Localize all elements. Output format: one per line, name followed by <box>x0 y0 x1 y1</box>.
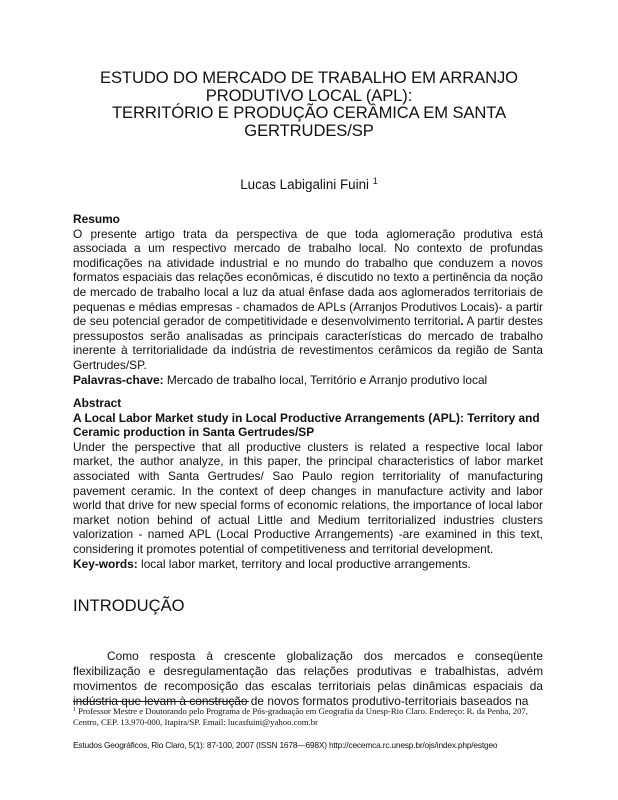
title-line-2: PRODUTIVO LOCAL (APL): <box>205 85 413 105</box>
author-line <box>60 173 558 193</box>
resumo-body-bold-dot: . <box>460 314 464 329</box>
footnote-mark: 1 <box>73 707 76 713</box>
footnote <box>73 705 551 727</box>
resumo-keywords <box>73 373 543 388</box>
author-name: Lucas Labigalini Fuini <box>240 177 370 192</box>
resumo-section <box>73 212 543 387</box>
title-line-1: ESTUDO DO MERCADO DE TRABALHO EM ARRANJO <box>100 68 518 87</box>
resumo-body <box>73 227 543 373</box>
resumo-body-part-2: A partir destes pressupostos serão analisadas as principais características do mercado de trabalho inerente à territorialidade da indústria de revestimentos cerâmicos da região de Santa Gertrudes/SP. <box>73 314 543 372</box>
resumo-body-part-1: O presente artigo trata da perspectiva de que toda aglomeração produtiva está associada a um respectivo mercado de trabalho local. No contexto de profundas modificações na atividade industrial e no mundo do trabalho que conduzem a novos formatos espaciais das relações econômicas, é discutido no texto a pertinência da noção de mercado de trabalho local a luz da atual ênfase dada aos aglomerados territoriais de pequenas e médias empresas - chamados de APLs (Arranjos Produtivos Locais)- a partir de seu potencial gerador de competitividade e desenvolvimento territorial <box>73 226 543 329</box>
abstract-keywords <box>73 557 543 572</box>
abstract-section <box>73 396 543 571</box>
introducao-heading: INTRODUÇÃO <box>73 596 185 615</box>
title-line-3: TERRITÓRIO E PRODUÇÃO CERÂMICA EM SANTA <box>111 103 507 122</box>
resumo-heading: Resumo <box>73 212 120 226</box>
footnote-divider <box>73 701 249 702</box>
abstract-heading: Abstract <box>73 396 122 410</box>
abstract-title: A Local Labor Market study in Local Productive Arrangements (APL): Territory and Ceramic production in Santa Gertrudes/SP <box>73 410 540 440</box>
keywords-label: Palavras-chave: <box>73 372 164 387</box>
footnote-text: Professor Mestre e Doutorando pelo Programa de Pós-graduação em Geografia da Unesp-Rio Claro. Endereço: R. da Penha, 207, Centro, CEP. 13.970-000, Itapira/SP. Email: lucasfuini@yahoo.com.br <box>73 706 528 727</box>
journal-citation-footer: Estudos Geográficos, Rio Claro, 5(1): 87-100, 2007 (ISSN 1678—698X) http://cecemca.rc.unesp.br/ojs/index.php/estgeo <box>73 740 498 750</box>
abstract-body: Under the perspective that all productive clusters is related a respective local labor market, the author analyze, in this paper, the principal characteristics of labor market associated with Santa Gertrudes/ Sao Paulo region territoriality of manufacturing pavement ceramic. In the context of deep changes in manufacture activity and labor world that drive for new special forms of economic relations, the importance of local labor market notion behind of actual Little and Medium territorialized industries clusters valorization - named APL (Local Productive Arrangements) -are examined in this text, considering it promotes potential of competitiveness and territorial development. <box>73 439 543 556</box>
article-title <box>60 69 558 139</box>
title-line-4: GERTRUDES/SP <box>244 120 374 140</box>
key-words-label: Key-words: <box>73 556 138 571</box>
key-words-text: local labor market, territory and local productive arrangements. <box>137 556 471 571</box>
introducao-paragraph: Como resposta à crescente globalização dos mercados e conseqüente flexibilização e desregulamentação das relações produtivas e trabalhistas, advém movimentos de recomposição das escalas territoriais pelas dinâmicas espaciais da indústria que levam à construção de novos formatos produtivo-territoriais baseados na <box>73 648 543 708</box>
author-footnote-mark: 1 <box>372 176 378 186</box>
keywords-text: Mercado de trabalho local, Território e Arranjo produtivo local <box>163 372 488 387</box>
